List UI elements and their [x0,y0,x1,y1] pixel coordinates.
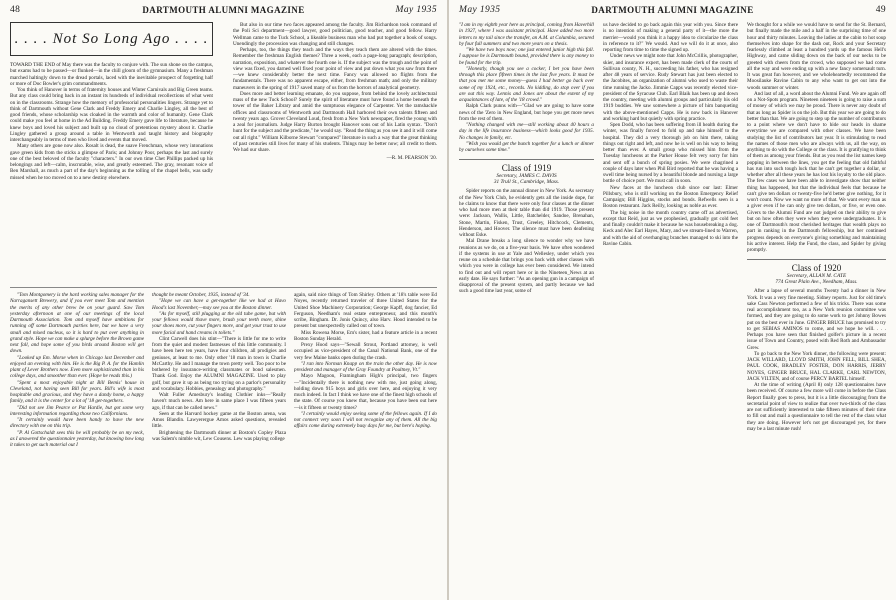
paragraph: New faces at the luncheon club since our last: Elmer Pillsbury, who is still working on the Boston Emergency Relief Campaign; Bill Higgins, stocks and bonds. Refwells seen is a Boston restaurant. Jack Reilly, looking as noble as ever. [603,184,738,210]
paragraph: You think of Hanover in terms of fraternity houses and Winter Carnivals and Big Green teams. But any class could bring back in an instant its hundreds of individual recollections of what went on in the classrooms. Strange how the memory of professorial personalities lingers. Strange yet to think of Dartmouth without Gene Clark and Freddy Emery and Charlie Lingley, all the best of good friends, whose scholarship was cloaked in the warmth and color of humanity. Gene Clark could make you feel at home in the Ad Building. Freddy Emery gave life to literature, because he knew boys and loved his subject and built up no cloud of pretentious mystery about it. Charlie Lingley gathered a group around a table in Wentworth and taught history and biography interchangeably in terms of men who lived and events that moved. [10,87,213,143]
paragraph: us have decided to go back again this year with you. Since there is no intention of making a general party of it—the more the merrier—would you think it a happy idea to circularize the class in reference to it?" We would. And we will do it at once, also reporting from time to time the signed up. [603,22,738,53]
right-page [449,0,896,600]
paragraph: Clint Carwell does his stint—"There is little for me to write from the quiet and modest fastnesses of this little community. I have been here ten years, have four children, all prodigies and geniuses, at least to me. Only other '18 man in town is Charlie McCarthy. He and I manage the town pretty well. Too poor to be bothered by insurance-writing classmates or bond salesmen. Thank God. Enjoy the ALUMNI MAGAZINE. Used to play golf, but gave it up as being too trying on a parlor's personality and vocabulary. Hobbies, genealogy and photography." [152,335,286,392]
paragraph: again, said nice things of Tom Shirley. Others at '18's table were Ed Noyes, recently returned traveler of three United States for the United Shoe Machinery Corporation; George Kapff, dog fancier, Ed Ferguson, Needham's real estate entrepreneur, and this month's scribe, Bingham. Dr. Jonis Quincy, also Harv. Hood intended to be present but unexpectedly called out of town. [294,292,437,330]
paragraph: thought he meant October, 1935, instead of '34. [152,292,250,298]
magazine-title: DARTMOUTH ALUMNI MAGAZINE [142,5,305,15]
class-1919-heading: Class of 1919 [501,163,552,174]
paragraph: "P. Al Gottschaldt sees this he will probably be on my neck, as I answered the questionnaire yesterday, but knowing how long it takes to get such material out I [10,429,144,448]
class-1920-secretary: Secretary, ALLAN M. CATE [786,272,847,279]
paragraph: At the time of writing (April 8) only 128 questionnaires have been received. Of course a few more will come in before the Class Report finally goes to press, but it is a little discouraging from the secretarial point of view to realize that over two-thirds of the class are not sufficiently interested to take fifteen minutes of their time to fill out and mail a questionnaire to tell the rest of the class what they are doing. However let's not get discouraged yet, for there may be a last minute rush! [747,382,886,432]
paragraph: Brightening the Dartmouth dinner at Boston's Copley Plaza was Salem's nimble wit, Lew Cousens. Lew was playing college [152,429,286,442]
column-2 [603,22,738,594]
page-number: 49 [875,5,886,15]
paragraph: TOWARD THE END of May there was the faculty to conjure with. The sun shone on the campus, but exams had to be passed—or flunked—in the chill gloom of the gymnasium. Many a freshman marched haltingly down to the dread portals, laced with the inevitable prospect of forgetting half or more of Doc Bowler's grim commandments. [10,62,213,87]
class-1920-heading: Class of 1920 [791,263,842,274]
class-1920-address: 774 Great Plain Ave., Needham, Mass. [775,278,858,285]
issue-date: May 1935 [395,5,437,15]
column-5 [294,292,437,592]
column-3 [747,22,886,594]
paragraph: "Did not see Jim Pearce or Pat Hardie, but got some very interesting information regarding those two Californians. [10,404,144,417]
column-1 [459,22,594,594]
paragraph: Perhaps, too, the things they teach and the ways they teach them are altered with the times. Remember the freshman English themes? Three a week, each a page-long paragraph; description, narration, exposition, and whatever the fourth one is. If the subject was the trough and the point of view was fixed, you darned well fixed your point of view and put down what you saw from there—we knew considerably better the next time. Fancy was allowed no flights from the fundamentals. There was no apparent escape, either, from freshman math; and only the military maneuvers in the spring of 1917 saved many of us from the horrors of analytical geometry. [233,47,437,91]
author-signature: —R. M. PEARSON '20. [386,155,437,162]
section-divider [10,287,437,288]
section-title: . . . . Not So Long Ago . . . . [10,22,213,56]
paragraph: "I am in my eighth year here as principal, coming from Haverhill in 1927, where I was assistant principal. Have added two more letters to my tail since the transfer, an A.M. at Columbia, secured by four full summers and two more years on a thesis. [459,22,594,47]
paragraph: Spen Dodd, who has been suffering from ill health during the winter, was finally forced to fold up and take himself to the hospital. They did a very thorough job on him there, taking things out right and left, and now he is well on his way to being better than ever. A small group who missed him from the Tuesday luncheons at the Parker House felt very sorry for him and sent off a bunch of spring posies. We were chagrined a couple of days later when Phil Bird reported that he was having a swell time being nursed by a beautiful blonde and nursing a large bottle of choice port. We must call in soon. [603,122,738,185]
paragraph: Miss Rowena Morse, Em's sister, had a feature article in a recent Boston Sunday Herald. [294,329,437,342]
column-1 [10,22,213,281]
paragraph: Seen at the Harvard hockey game at the Boston arena, was Amos Blandin. Lawyerergue Amos asked questions, revealed little. [152,410,286,430]
paragraph: "Wish you would get the bunch together for a lunch or dinner by ourselves some time." [459,140,594,153]
paragraph: Mayo Magoon, Framingham High's principal, two fingers—"Incidentally there is nothing new with me, just going along, holding down 915 boys and girls over here, and enjoying it very much indeed. In fact I think we have one of the finest high schools of the state. Of course you knew that, because you have been out here—is it fifteen or twenty times? [294,373,437,411]
paragraph: To go back to the New York dinner, the following were present: JACK WILLARD, LLOYD SMITH, JOHN FELL, BILL SHEA, PAUL COOK, BRADLEY FOSTER, DON HARRIS, JERRY NOYES, GINGER BRUCE, HAL CLARKE, CARL NEWTON, JACK VILTEN, and of course PERCY BARTEL himself. [747,350,886,382]
left-page-header [10,5,437,18]
page-number: 48 [10,5,21,15]
paragraph: Does more and better learning emanate, do you suppose, from behind the lovely architectural mass of the new Tuck School? Surely the spirit of literature must have found a home beneath the tower of the Baker Library and amid the sumptuous elegance of Carpenter. Yet the ramshackle offices and classrooms of Wentworth and Dartmouth Hall harbored their own talents fifteen and twenty years ago. Grover Cleveland Loud, fresh from a New York newspaper, fired the young with a zeal for journalism. Judge Harry Burton brought Hanover sons out of his Latin syntax. "Don't hunt for the subject and the predicate," he would say. "Read the thing as you see it and it will come out all right." William Kilborne Stewart "compared" literature in such a way that the great thinking of past centuries still lives for many of his students. Things may be better now; all credit to them. We had our share. [233,90,437,153]
paragraph: "We have two boys now; one just entered junior high this fall. I suppose he is Dartmouth bound, provided there is any money to be found for the trip. [459,47,594,66]
paragraph: Prexy Hood says—"Sewall Strout, Portland attorney, is well occupied as vice-president of the Canal National Bank, one of the very few Maine banks open during the crash. [294,342,437,361]
paragraph: We thought for a while we would have to send for the St. Bernard, but finally made the mile and a half in the surprising time of one hour and thirty minutes. Leaving the ladies at the cabin to hot soup themselves into shape for the dash out, Rock and your Secretary fearlessly climbed at least a hundred yards up the famous Hell's Highway, and came sliding down on the back of our necks to be greeted with cheers from the crowd, who supposed we had come all the way and were ending up with a new fancy somersault turn. It was great fun however, and we wholeheartedly recommend the Moosilauke Ravine Cabin to any who want to get out into the woods summer or winter. [747,22,886,91]
column-4 [152,292,286,592]
column-2 [233,22,437,281]
class-1919-address: 31 Trull St., Cambridge, Mass. [493,178,560,185]
section-divider [747,259,886,260]
paragraph: "Honestly, though you see a cocker, I bet you have been through this place fifteen times in the last five years. It must be that you met me some money—guess I had better go back over some of my 1924, etc., records. No kidding, do stop over if you are out this way. Lennis and Jones are about the extent of my acquaintances of late, of the '18 crowd." [459,65,594,103]
issue-date: May 1935 [459,5,501,15]
paragraph: "I ran into Norman Knapp on the train the other day. He is now president and manager of the Gray Foundry at Poultney, Vt." [294,360,437,373]
paragraph: Ralph Clark punns with—"Glad we are going to have some news of the 'Zero in New England, but hope you get more news from the rest of them. [459,103,594,122]
section-divider [459,159,594,160]
paragraph: Under news we might note that John McCrillis, photographer, skier, and insurance expert, has been made clerk of the courts of Sullivan county, N. H., succeeding his father, who has resigned after 48 years of service. Rudy Stewart has just been elected to the Jacobites, an organization of alumni who used to waste their time running the Jacko. Jimmie Capps was recently elected vice-president of the Syracuse Club. Earl Blaik has been up and down the country, meeting with alumni groups and particularly his old 1919 buddies. We saw somewhere a picture of him banqueting with the above-mentioned Capps. He is now back in Hanover and working hard but quietly with spring practice. [603,53,738,122]
paragraph: "Spent a most enjoyable night at Bill Bemis' house in Cleveland, not having seen Bill for years. Bill's wife is most hospitable and gracious, and they have a dandy home, a happy family, and it is the center for a lot of '18 get-togethers. [10,379,144,405]
magazine-title: DARTMOUTH ALUMNI MAGAZINE [591,5,754,15]
paragraph: Many others are gone now also. Rosalt is dead, the suave Frenchman, whose very intonations gave green kids from the sticks a glimpse of Paris; and Johnny Poor, perhaps the last and surely one of the best beloved of the faculty "characters." In our own time Chet Phillips packed up his belongings and left—calm, inscrutable, wise, and greatly esteemed. The gray, resonant voice of Ben Marshall, as much a part of the day's beginning as the tolling of the chapel bells, was sadly missed when he too moved on to a new destiny elsewhere. [10,143,213,181]
paragraph: Spider reports on the annual dinner in New York. As secretary of the New York Club, he evidently gets all the inside dope, for he claims to know that there were only four classes at the dinner who had more men at their table than did 1919. Those present were: Jackson, Wallis, Little, Batchelder, Sandoe, Brenahan, Stone, Martin, Fisken, Trust, Greeley, Hitchcock, Clements, Henderson, and Hoover. The silence must have been deafening without Eske. [459,188,594,239]
paragraph: The big noise in the month country came off as advertised, except that Reid, just as we prophesied, gradually got cold feet and finally couldn't make it because he was housebreaking a dog. Keck and Alec Earl Hayes, Mary, and we stream-lined to Warren, and with the aid of overhanging branches managed to ski into the Ravine Cabin. [603,209,738,247]
paragraph: "It certainly would have been handy to have the new directory with me on this trip. [10,417,144,430]
paragraph: "Nothing changed with me—still working about 40 hours a day in the life insurance business—which looks good for 1935. No changes in family, etc. [459,122,594,141]
paragraph: "I certainly would enjoy seeing some of the fellows again. If I do not connect very soon I will not recognize any of them. All the big affairs come during extremely busy days for me, but here's hoping. [294,410,437,430]
column-3 [10,292,144,592]
class-1919-secretary: Secretary, JAMES C. DAVIS [496,172,557,179]
left-page [0,0,447,600]
paragraph: After a lapse of several months Twenty had a dinner in New York. It was a very fine meeting. Sidney reports. Just for old time's sake Cass Newton performed a few of his tricks. There was some real accomplishment too, as a New York reunion committee was formed, and they are going to do some work to get Johnny Bowes put on the best ever in June. GINGER BRUCE has promised to try to get SEBIAS AMINOS to come, and we hope he will. . . . Perhaps you have seen that finished golfer's picture in a recent issue of Town and Country, posed with Red Roth and Ambassador Grew. [747,288,886,351]
paragraph: "Hope we can have a get-together like we had at Havo Hood's last November,—may see you at the Boston dinner. [152,298,286,311]
paragraph: "Tom Montgomery is the hard working sales manager for the Narragansett Brewery, and if you ever meet Tom and mention the merits of any other brew be on your guard. Saw Tom yesterday afternoon at one of our meetings of the local Dartmouth Association. Tom and myself have ambitions for running off some Dartmouth parties here, but we have a very small and mixed nucleus, so it is hard to put over anything in grand style. Hope we can make a splurge before the Brown game next fall, and hope some of you birds around Boston will get down. [10,292,144,355]
right-page-header [459,5,886,18]
paragraph: "Looked up Em. Morse when in Chicago last December and enjoyed an evening with him. He is the Big P. A. for the Hamlin plant of Lever Brothers now. Even more sophisticated than in his college days, and smoother than ever. (Hope he reads this.) [10,354,144,380]
paragraph: Walt Fuller Amesbury's leading Clothier inks—"Really haven't much news. Am here in same place I was fifteen years ago, if that can be called news." [152,392,286,411]
paragraph: "As for myself, still plugging at the old tube game, but with your fellows would thave more, brush your teeth more, shine your shoes more, cut your fingers more, and get your trust to use more facial and hand creams in toilets." [152,310,286,336]
paragraph: Mal Drane breaks a long silence to wonder why we have reunions as we do, on a five-year basis. We have often wondered if the systems in use at Yale and Wellesley, under which you reune on a schedule that brings you back with other classes with which you were in college has ever been considered. We intend to find out and will report here or in the Nineteen_News at an early date. He says further: "As an opening gun in a campaign of disapproval of the present system, and partly because we had such a good time last year, some of [459,238,594,295]
paragraph: And last of all, a word about the Alumni Fund. We are again off on a Not-Spots program. Nineteen nineteen is going to raise a sum of money of which we may be proud. There is never any doubt of that as long as Spider is on the job. But this year we are going to do better than that. We are going to step up the number of contributors to a point where we don't have to hide our heads in shame everytime we are compared with other classes. We have been studying the list of contributors last year. It is stimulating to read the names of those men who are always with us, all the way, on anything to do with the College or the class. It is gratifying to think of them as among your friends. But as you read the list names keep popping in between the lines, you get the feeling that old faithful has run into such tough luck that he can't get together a dollar, or whether after all these years he has lost his loyalty to the old place. The few cases we have been able to investigate show that neither thing has happened, but that the individual feels that because he can't give ten dollars or twenty-five he'd better give nothing, for it won't count. Now we want no more of that. We want every man as a giver even if he can only give ten dollars, or five, or even one. Givers to the Alumni Fund are not judged on their ability to give but on how often they were when they were undergraduates. It is one of Dartmouth's most cherished heritages that wealth plays no part in ranking in the Dartmouth fellowship, but her continued progress depends on everyone's giving something and maintaining his active interest. Help the Fund, the class, and Spider by giving promptly. [747,90,886,253]
paragraph: But also in our time two faces appeared among the faculty. Jim Richardson took command of the Poli Sci department—good lawyer, good politician, good teacher, and good fellow. Harry Wellman came to the Tuck School, a likeable business man who had put together a book of songs. Unendingly the procession was changing and still changes. [233,22,437,47]
